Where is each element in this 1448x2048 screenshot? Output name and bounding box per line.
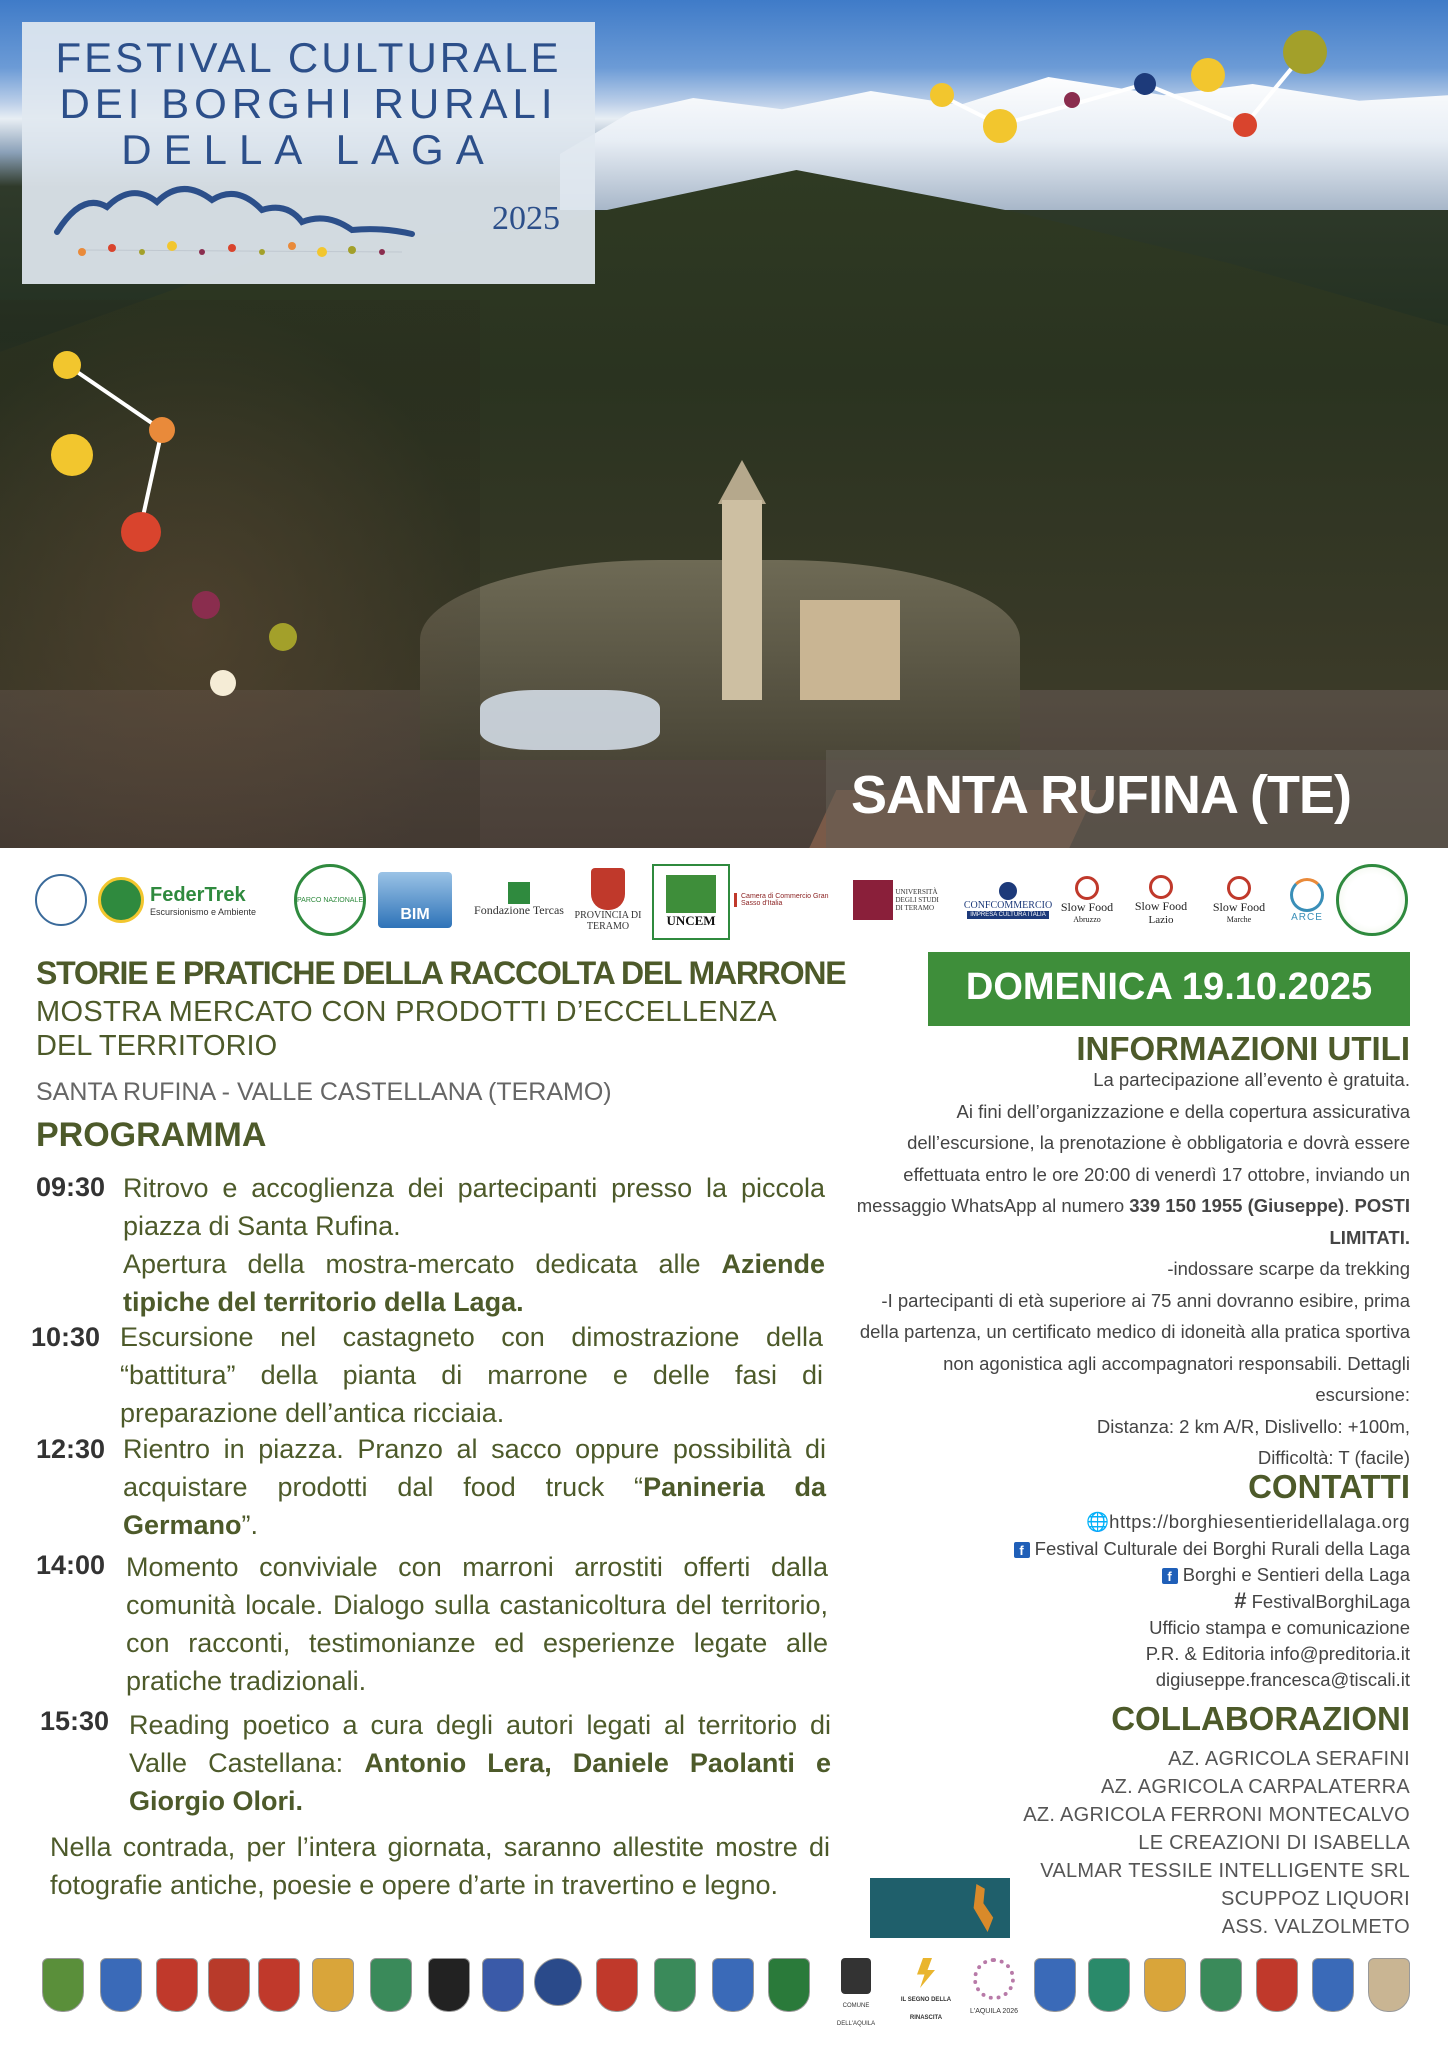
segno-rinascita-logo: IL SEGNO DELLA RINASCITA — [896, 1958, 956, 2024]
list-item: AZ. AGRICOLA FERRONI MONTECALVO — [1023, 1804, 1410, 1826]
federtrek-name: FederTrek — [150, 883, 246, 906]
crest-icon — [100, 1958, 142, 2012]
confcommercio-icon — [999, 882, 1017, 900]
bell-tower — [722, 500, 762, 700]
crest-icon — [370, 1958, 412, 2012]
universita-icon — [853, 880, 893, 920]
crest-icon — [1312, 1958, 1354, 2012]
list-item: ASS. VALZOLMETO — [1221, 1916, 1410, 1938]
partner-logo-seal — [35, 874, 87, 926]
program-text: Escursione nel castagneto con dimostrazione della “battitura” della pianta di marrone e delle fasi di preparazione dell’antica ricciaia. — [120, 1322, 823, 1428]
tercas-label: Fondazione Tercas — [474, 903, 564, 918]
list-item: SCUPPOZ LIQUORI — [1221, 1888, 1410, 1910]
event-date: DOMENICA 19.10.2025 — [965, 966, 1373, 1008]
italy-map-icon — [968, 1884, 996, 1932]
camera-label: Camera di Commercio Gran Sasso d'Italia — [734, 893, 846, 907]
comune-aquila-logo: COMUNE DELL'AQUILA — [826, 1958, 886, 2030]
partner-logo-universita — [852, 864, 948, 936]
place-label — [826, 750, 1448, 848]
crest-icon — [654, 1958, 696, 2012]
crest-icon — [768, 1958, 810, 2012]
program-time: 09:30 — [36, 1172, 106, 1202]
crest-icon — [1088, 1958, 1130, 2012]
uncem-label: UNCEM — [666, 913, 716, 928]
slowfood1-label: Slow Food — [1060, 900, 1114, 914]
crest-icon — [428, 1958, 470, 2012]
program-time: 14:00 — [36, 1550, 106, 1580]
program-time: 10:30 — [31, 1322, 101, 1352]
slowfood3-label: Slow Food — [1212, 900, 1266, 914]
slowfood3-sub: Marche — [1226, 915, 1252, 924]
mountain-line-logo — [52, 172, 502, 272]
contatti-list — [1014, 1509, 1410, 1693]
universita-label: UNIVERSITÀ DEGLI STUDI DI TERAMO — [895, 888, 939, 912]
municipality-crests — [30, 1950, 1420, 2030]
stone-house — [800, 600, 900, 700]
bim-label: BIM — [400, 906, 430, 923]
eagle-icon — [841, 1958, 871, 1994]
crest-icon — [1368, 1958, 1410, 2012]
provincia-crest-icon — [591, 868, 625, 910]
slowfood1-sub: Abruzzo — [1073, 915, 1101, 924]
programma-heading: PROGRAMMA — [36, 1116, 267, 1154]
list-item: AZ. AGRICOLA CARPALATERRA — [1100, 1776, 1410, 1798]
festival-year: 2025 — [492, 200, 560, 237]
crest-icon — [596, 1958, 638, 2012]
crest-icon — [258, 1958, 300, 2012]
tercas-icon — [508, 882, 530, 904]
festival-title-box — [22, 22, 595, 284]
list-item: VALMAR TESSILE INTELLIGENTE SRL — [1040, 1860, 1410, 1882]
event-title: STORIE E PRATICHE DELLA RACCOLTA DEL MARRONE — [36, 955, 846, 991]
crest-icon — [312, 1958, 354, 2012]
confcommercio-label: CONFCOMMERCIO — [963, 899, 1053, 911]
collaborazioni-list — [1023, 1745, 1410, 1941]
partner-logo-camera — [734, 864, 846, 936]
hashtag-row[interactable]: # FestivalBorghiLaga — [1234, 1588, 1410, 1613]
attestato-badge — [870, 1878, 1010, 1938]
list-item: AZ. AGRICOLA SERAFINI — [1168, 1748, 1410, 1770]
program-time: 15:30 — [40, 1706, 110, 1736]
arce-spiral-icon — [1290, 878, 1324, 912]
collaborazioni-heading: COLLABORAZIONI — [1111, 1700, 1410, 1737]
parco-label: PARCO NAZIONALE — [297, 896, 363, 904]
list-item: LE CREAZIONI DI ISABELLA — [1138, 1832, 1410, 1854]
crest-icon — [1200, 1958, 1242, 2012]
contatti-heading: CONTATTI — [1248, 1468, 1410, 1505]
partner-logo-borghi-sentieri — [1336, 864, 1408, 936]
partner-logo-slowfood-marche — [1200, 864, 1278, 936]
parco-icon — [294, 864, 366, 936]
program-text: Rientro in piazza. Pranzo al sacco oppure possibilità di acquistare prodotti dal food truck “Panineria da Germano”. — [123, 1434, 826, 1540]
slowfood2-label: Slow Food — [1134, 898, 1188, 913]
festival-title-line1: FESTIVAL CULTURALE — [55, 34, 562, 81]
facebook-row-2[interactable]: f Borghi e Sentieri della Laga — [1014, 1562, 1410, 1588]
slowfood2-sub: Lazio — [1148, 913, 1174, 926]
provincia-label: PROVINCIA DI TERAMO — [574, 910, 642, 932]
bell-tower-spire — [718, 460, 766, 504]
aquila2026-logo: L'AQUILA 2026 — [964, 1958, 1024, 2018]
federtrek-sub: Escursionismo e Ambiente — [150, 906, 257, 917]
info-heading: INFORMAZIONI UTILI — [1076, 1030, 1410, 1067]
website-row[interactable] — [1014, 1509, 1410, 1536]
program-closing-note: Nella contrada, per l’intera giornata, saranno allestite mostre di fotografie antiche, poesie e opere d’arte in travertino e legno. — [50, 1832, 830, 1900]
crest-icon — [712, 1958, 754, 2012]
crest-icon — [534, 1958, 582, 2006]
partner-logo-slowfood-abruzzo — [1042, 864, 1132, 936]
confcommercio-sub: IMPRESA CULTURA ITALIA — [967, 911, 1048, 919]
aquila2026-icon — [973, 1958, 1015, 2000]
partner-logo-slowfood-lazio — [1122, 864, 1200, 936]
event-date-box — [928, 952, 1410, 1026]
partner-logo-tercas — [464, 864, 574, 936]
program-text: Ritrovo e accoglienza dei partecipanti presso la piccola piazza di Santa Rufina. Apertura della mostra-mercato dedicata alle Aziende tipiche del territorio della Laga. — [123, 1173, 825, 1317]
partner-logos — [30, 864, 1420, 944]
website-link[interactable]: https://borghiesentieridellalaga.org — [1109, 1511, 1410, 1532]
info-text: La partecipazione all’evento è gratuita. Ai fini dell’organizzazione e della copertura assicurativa dell’escursione, la prenotazione è obbligatoria e dovrà essere effettuata entro le ore 20:00 di venerdì 17 ottobre, inviando un messaggio WhatsApp al numero 339 150 1955 (Giuseppe). POSTI LIMITATI. -indossare scarpe da trekking -I partecipanti di età superiore ai 75 anni dovranno esibire, prima della partenza, un certificato medico di idoneità alla pratica sportiva non agonistica agli accompagnatori responsabili. Dettagli escursione: Distanza: 2 km A/R, Dislivello: +100m, Difficoltà: T (facile) — [856, 1069, 1410, 1468]
program-text: Reading poetico a cura degli autori legati al territorio di Valle Castellana: Antonio Lera, Daniele Paolanti e Giorgio Olori. — [129, 1710, 831, 1816]
email-contact[interactable]: digiuseppe.francesca@tiscali.it — [1155, 1669, 1410, 1690]
festival-title-line3: DELLA LAGA — [121, 126, 496, 173]
program-time: 12:30 — [36, 1434, 106, 1464]
crest-icon — [156, 1958, 198, 2012]
crest-icon — [482, 1958, 524, 2012]
uncem-icon — [666, 875, 716, 913]
event-location: SANTA RUFINA - VALLE CASTELLANA (TERAMO) — [36, 1078, 612, 1106]
facebook-row-1[interactable]: f Festival Culturale dei Borghi Rurali della Laga — [1014, 1536, 1410, 1562]
globe-icon: 🌐 — [1086, 1512, 1110, 1533]
constellation-top-right — [900, 20, 1340, 160]
event-subtitle-line2: DEL TERRITORIO — [36, 1030, 278, 1062]
borghi-sentieri-icon — [1336, 864, 1408, 936]
arce-label: ARCE — [1291, 911, 1323, 923]
crest-icon — [42, 1958, 84, 2012]
hashtag-icon: # — [1234, 1588, 1247, 1613]
partner-logo-uncem — [652, 864, 730, 940]
crest-icon — [1144, 1958, 1186, 2012]
dot-olive-left — [268, 622, 298, 652]
crest-icon — [1034, 1958, 1076, 2012]
partner-logo-arce — [1282, 864, 1332, 936]
snail-icon — [1227, 876, 1251, 900]
program-text: Momento conviviale con marroni arrostiti offerti dalla comunità locale. Dialogo sulla castanicoltura del territorio, con racconti, testimonianze ed esperienze legate alle pratiche tradizionali. — [126, 1552, 828, 1696]
festival-title-line2: DEI BORGHI RURALI — [59, 80, 558, 127]
snow-patch — [480, 690, 660, 750]
partner-logo-federtrek — [98, 864, 308, 936]
federtrek-icon — [98, 877, 144, 923]
crest-icon — [208, 1958, 250, 2012]
snail-icon — [1075, 876, 1099, 900]
press-office: Ufficio stampa e comunicazione — [1149, 1617, 1410, 1638]
editoria-contact[interactable]: P.R. & Editoria info@preditoria.it — [1145, 1643, 1410, 1664]
lightning-icon — [911, 1958, 941, 1988]
constellation-left — [40, 340, 240, 710]
partner-logo-bim — [376, 864, 454, 936]
partner-logo-parco — [292, 864, 368, 936]
crest-icon — [1256, 1958, 1298, 2012]
place-name: SANTA RUFINA (TE) — [851, 765, 1351, 825]
event-subtitle-line1: MOSTRA MERCATO CON PRODOTTI D’ECCELLENZA — [36, 996, 777, 1028]
snail-icon — [1149, 875, 1173, 899]
facebook-icon: f — [1162, 1568, 1178, 1584]
partner-logo-provincia — [570, 864, 646, 936]
facebook-icon: f — [1014, 1542, 1030, 1558]
